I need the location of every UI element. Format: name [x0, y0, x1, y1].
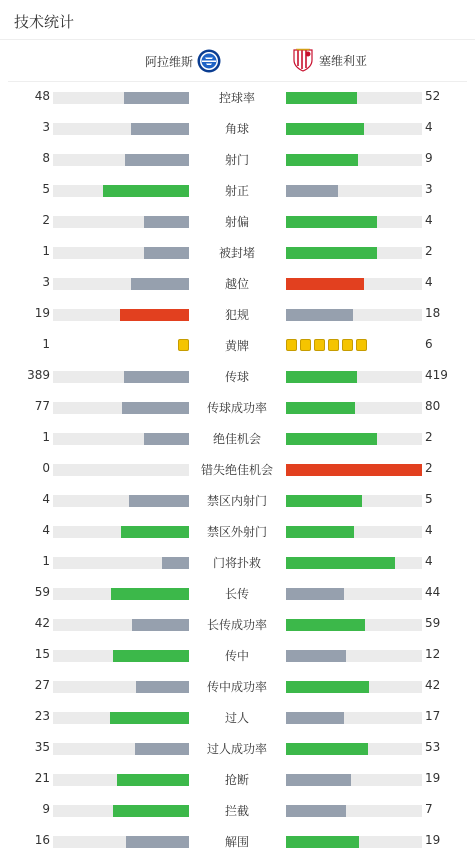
home-team[interactable]	[145, 49, 221, 73]
home-bar	[122, 402, 189, 414]
stat-label: 控球率	[218, 91, 255, 105]
stat-row	[0, 485, 475, 516]
stat-row	[0, 330, 475, 361]
home-bar-track	[53, 123, 189, 135]
stat-label: 传中成功率	[206, 680, 267, 694]
stat-row	[0, 516, 475, 547]
stat-row	[0, 423, 475, 454]
away-value: 19	[425, 771, 441, 785]
stat-row	[0, 392, 475, 423]
home-bar-track	[53, 154, 189, 166]
away-bar-track	[286, 836, 422, 848]
away-bar	[286, 247, 377, 259]
away-bar-track	[286, 433, 422, 445]
away-value: 44	[425, 585, 441, 599]
home-bar-track	[53, 247, 189, 259]
stat-label: 禁区内射门	[206, 494, 267, 508]
stat-row	[0, 671, 475, 702]
away-bar-track	[286, 309, 422, 321]
stat-label: 射门	[224, 153, 249, 167]
stat-label: 犯规	[224, 308, 249, 322]
stat-label: 传中	[224, 649, 249, 663]
home-bar	[117, 774, 189, 786]
away-value: 4	[425, 523, 433, 537]
away-bar	[286, 433, 377, 445]
away-bar	[286, 402, 355, 414]
home-value: 19	[34, 306, 50, 320]
away-bar	[286, 712, 344, 724]
away-value: 4	[425, 275, 433, 289]
away-value: 2	[425, 430, 433, 444]
yellow-card-icon	[356, 339, 367, 351]
away-bar	[286, 371, 357, 383]
yellow-card-icon	[286, 339, 297, 351]
away-bar-track	[286, 92, 422, 104]
home-bar	[125, 154, 189, 166]
home-bar	[110, 712, 189, 724]
stat-row	[0, 237, 475, 268]
stat-label: 长传成功率	[206, 618, 267, 632]
page-header	[0, 0, 475, 40]
away-bar	[286, 185, 338, 197]
home-value: 21	[34, 771, 50, 785]
yellow-card-icon	[342, 339, 353, 351]
stat-row	[0, 175, 475, 206]
stat-label: 绝佳机会	[212, 432, 261, 446]
home-bar	[120, 309, 189, 321]
away-bar-track	[286, 526, 422, 538]
home-bar-track	[53, 774, 189, 786]
home-bar-track	[53, 712, 189, 724]
away-bar-track	[286, 588, 422, 600]
home-value: 0	[42, 461, 50, 475]
home-value: 5	[42, 182, 50, 196]
home-bar	[103, 185, 189, 197]
away-bar	[286, 805, 346, 817]
alaves-crest-icon	[197, 49, 221, 73]
away-team-name: 塞维利亚	[319, 53, 368, 68]
away-bar	[286, 464, 422, 476]
home-bar-track	[53, 650, 189, 662]
home-value: 4	[42, 523, 50, 537]
stat-row	[0, 82, 475, 113]
away-bar	[286, 836, 359, 848]
home-bar	[129, 495, 189, 507]
away-bar-track	[286, 619, 422, 631]
away-bar	[286, 278, 364, 290]
stat-row	[0, 144, 475, 175]
away-bar	[286, 495, 362, 507]
stat-row	[0, 702, 475, 733]
stat-row	[0, 609, 475, 640]
home-bar-track	[53, 216, 189, 228]
home-bar	[144, 433, 189, 445]
home-value: 1	[42, 430, 50, 444]
home-bar-track	[53, 464, 189, 476]
stat-row	[0, 206, 475, 237]
away-value: 6	[425, 337, 433, 351]
yellow-card-icon	[314, 339, 325, 351]
home-bar	[126, 836, 189, 848]
home-bar-track	[53, 92, 189, 104]
home-bar-track	[53, 619, 189, 631]
home-value: 1	[42, 554, 50, 568]
away-bar	[286, 526, 354, 538]
away-bar	[286, 92, 357, 104]
away-value: 2	[425, 244, 433, 258]
away-bar-track	[286, 650, 422, 662]
home-bar	[162, 557, 189, 569]
away-bar	[286, 681, 369, 693]
away-bar	[286, 774, 351, 786]
away-value: 5	[425, 492, 433, 506]
home-team-name: 阿拉维斯	[144, 54, 193, 69]
home-value: 16	[34, 833, 50, 847]
home-value: 77	[34, 399, 50, 413]
away-value: 9	[425, 151, 433, 165]
stat-row	[0, 640, 475, 671]
away-value: 419	[425, 368, 448, 382]
away-value: 59	[425, 616, 441, 630]
team-header	[8, 40, 467, 82]
away-bar-track	[286, 371, 422, 383]
home-bar	[131, 278, 189, 290]
yellow-card-icon	[178, 339, 189, 351]
away-bar-track	[286, 402, 422, 414]
home-value: 8	[42, 151, 50, 165]
stat-row	[0, 454, 475, 485]
stat-label: 角球	[224, 122, 249, 136]
stat-row	[0, 268, 475, 299]
away-bar	[286, 309, 353, 321]
stat-row	[0, 113, 475, 144]
away-value: 52	[425, 89, 441, 103]
stat-row	[0, 547, 475, 578]
home-bar-track	[53, 278, 189, 290]
page-title: 技术统计	[14, 13, 75, 31]
away-value: 42	[425, 678, 441, 692]
away-value: 4	[425, 120, 433, 134]
home-value: 4	[42, 492, 50, 506]
stat-label: 过人	[224, 711, 249, 725]
home-bar	[131, 123, 189, 135]
yellow-card-icon	[328, 339, 339, 351]
home-value: 3	[42, 120, 50, 134]
home-bar	[124, 371, 189, 383]
away-bar-track	[286, 123, 422, 135]
away-bar-track	[286, 278, 422, 290]
stat-row	[0, 764, 475, 795]
away-bar	[286, 216, 377, 228]
away-value: 18	[425, 306, 441, 320]
stat-label: 黄牌	[224, 339, 249, 353]
away-bar	[286, 588, 344, 600]
away-bar-track	[286, 557, 422, 569]
home-bar	[124, 92, 189, 104]
stat-label: 错失绝佳机会	[200, 463, 273, 477]
away-bar-track	[286, 681, 422, 693]
away-value: 7	[425, 802, 433, 816]
away-bar	[286, 619, 365, 631]
stat-row	[0, 733, 475, 764]
home-value: 23	[34, 709, 50, 723]
stat-label: 过人成功率	[206, 742, 267, 756]
home-bar	[111, 588, 189, 600]
home-bar	[135, 743, 189, 755]
away-value: 4	[425, 213, 433, 227]
stat-row	[0, 299, 475, 330]
away-value: 17	[425, 709, 441, 723]
home-bar-track	[53, 681, 189, 693]
home-value: 3	[42, 275, 50, 289]
home-value: 1	[42, 337, 50, 351]
home-bar-track	[53, 371, 189, 383]
stat-label: 传球成功率	[206, 401, 267, 415]
stat-label: 门将扑救	[212, 556, 261, 570]
stat-label: 抢断	[224, 773, 249, 787]
away-bar	[286, 650, 346, 662]
home-bar	[136, 681, 189, 693]
home-bar	[113, 650, 189, 662]
away-bar	[286, 123, 364, 135]
away-team[interactable]	[291, 48, 367, 72]
home-bar-track	[53, 557, 189, 569]
away-bar-track	[286, 743, 422, 755]
home-yellow-cards	[178, 339, 189, 351]
home-bar	[121, 526, 189, 538]
home-bar-track	[53, 185, 189, 197]
stat-label: 拦截	[224, 804, 249, 818]
stat-label: 被封堵	[218, 246, 255, 260]
away-bar-track	[286, 247, 422, 259]
home-value: 1	[42, 244, 50, 258]
away-value: 3	[425, 182, 433, 196]
home-value: 389	[27, 368, 50, 382]
home-bar-track	[53, 495, 189, 507]
home-bar-track	[53, 402, 189, 414]
home-value: 15	[34, 647, 50, 661]
home-value: 42	[34, 616, 50, 630]
home-bar	[144, 247, 189, 259]
home-bar-track	[53, 526, 189, 538]
away-value: 4	[425, 554, 433, 568]
home-value: 59	[34, 585, 50, 599]
away-bar	[286, 557, 395, 569]
home-bar-track	[53, 805, 189, 817]
stat-label: 射偏	[224, 215, 249, 229]
stat-row	[0, 826, 475, 857]
yellow-card-icon	[300, 339, 311, 351]
away-bar-track	[286, 185, 422, 197]
stat-label: 越位	[224, 277, 249, 291]
away-yellow-cards	[286, 339, 367, 351]
away-bar-track	[286, 464, 422, 476]
home-bar	[113, 805, 189, 817]
stat-row	[0, 361, 475, 392]
home-value: 27	[34, 678, 50, 692]
stat-label: 解围	[224, 835, 249, 849]
away-bar-track	[286, 774, 422, 786]
stat-label: 长传	[224, 587, 249, 601]
away-bar	[286, 154, 358, 166]
home-bar	[144, 216, 189, 228]
home-bar-track	[53, 836, 189, 848]
stat-row	[0, 795, 475, 826]
stat-label: 射正	[224, 184, 249, 198]
home-bar-track	[53, 433, 189, 445]
away-bar-track	[286, 154, 422, 166]
home-value: 48	[34, 89, 50, 103]
stat-label: 禁区外射门	[206, 525, 267, 539]
away-value: 19	[425, 833, 441, 847]
away-value: 2	[425, 461, 433, 475]
away-bar-track	[286, 216, 422, 228]
sevilla-crest-icon	[291, 48, 315, 72]
home-bar-track	[53, 743, 189, 755]
home-bar	[132, 619, 189, 631]
away-bar-track	[286, 805, 422, 817]
home-value: 2	[42, 213, 50, 227]
away-bar-track	[286, 495, 422, 507]
away-bar	[286, 743, 368, 755]
stat-row	[0, 578, 475, 609]
away-value: 80	[425, 399, 441, 413]
away-bar-track	[286, 712, 422, 724]
away-value: 53	[425, 740, 441, 754]
away-value: 12	[425, 647, 441, 661]
home-bar-track	[53, 309, 189, 321]
home-value: 35	[34, 740, 50, 754]
stat-label: 传球	[224, 370, 249, 384]
home-bar-track	[53, 588, 189, 600]
home-value: 9	[42, 802, 50, 816]
